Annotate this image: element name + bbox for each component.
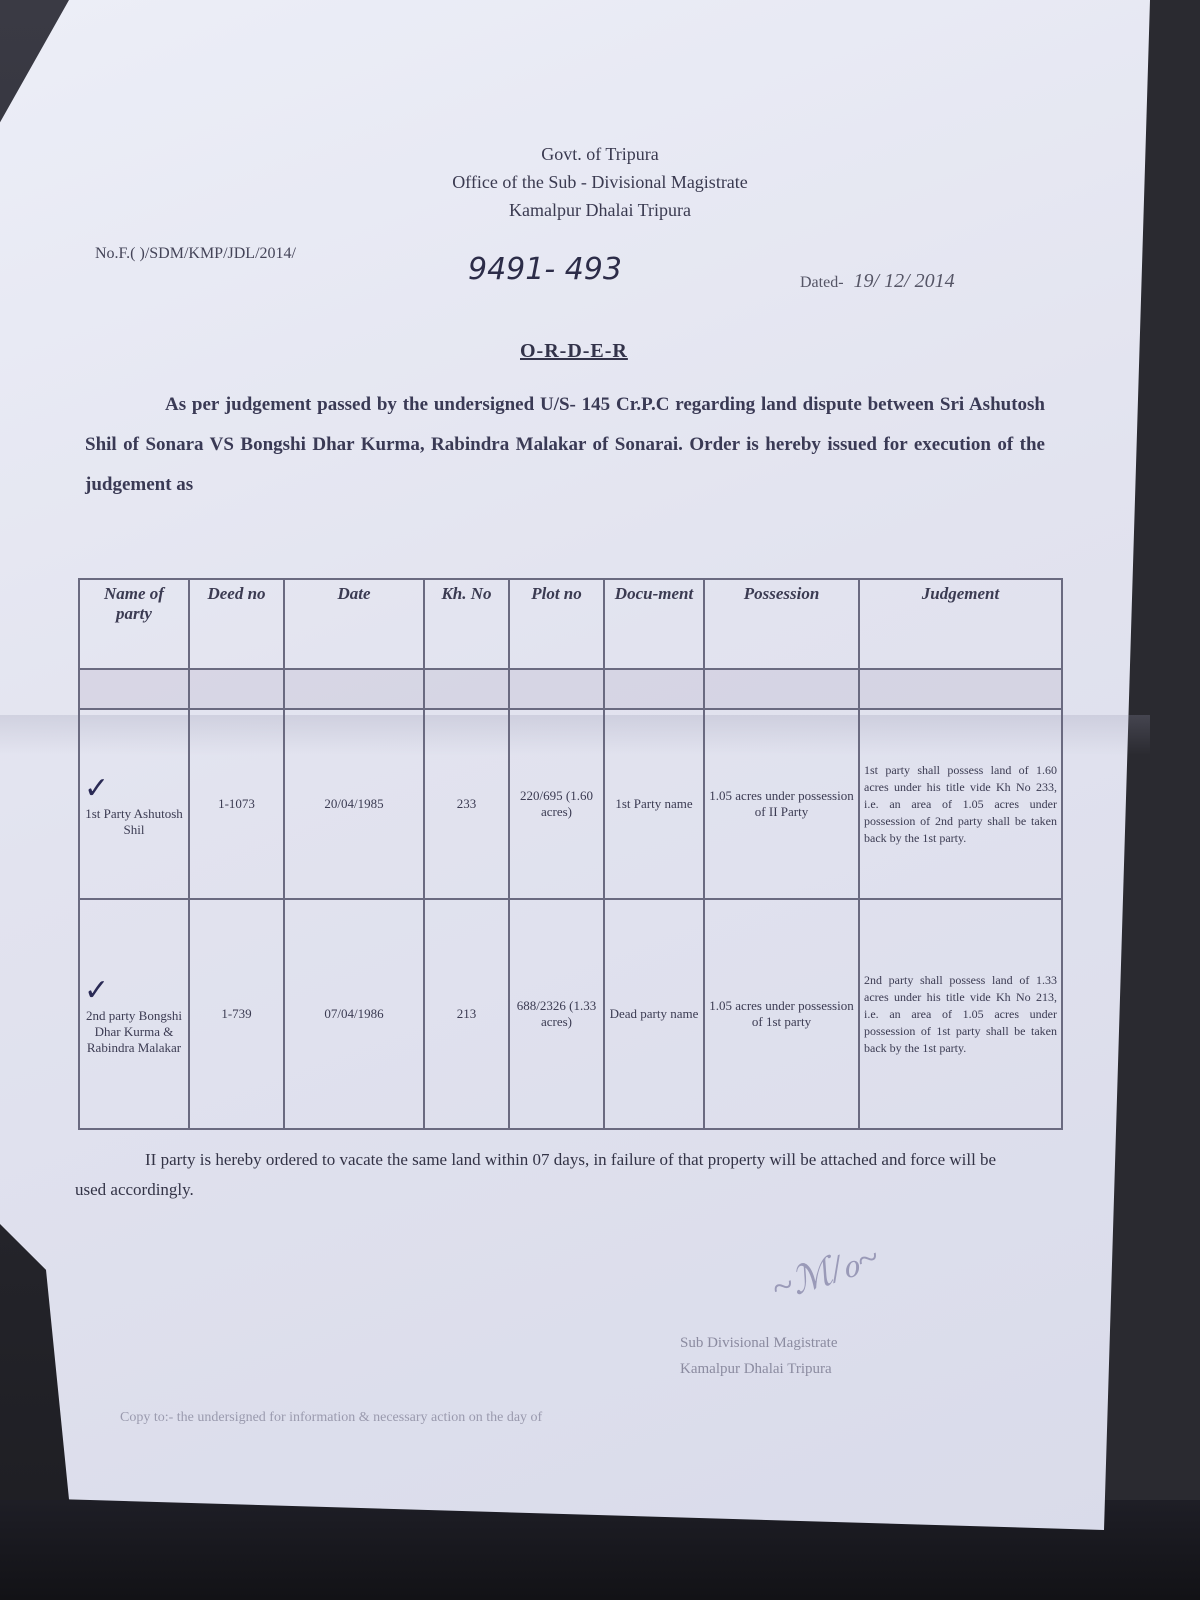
table-row: [79, 899, 1062, 1129]
col-judgement: Judgement: [859, 579, 1062, 669]
cell-judgement: 1st party shall possess land of 1.60 acres under his title vide Kh No 233, i.e. an area of 1.05 acres under possession of 2nd party shall be taken back by the 1st party.: [859, 709, 1062, 899]
table-row: [79, 709, 1062, 899]
reference-number: [95, 245, 296, 263]
header-location: Kamalpur Dhalai Tripura: [509, 200, 691, 220]
cell-kh: 233: [424, 709, 509, 899]
date-value: 19/ 12/ 2014: [853, 270, 955, 292]
cell-party: [79, 709, 189, 899]
reference-printed: No.F.( )/SDM/KMP/JDL/2014/: [95, 245, 296, 262]
header-government: Govt. of Tripura: [541, 144, 659, 164]
party-name: 1st Party Ashutosh Shil: [85, 805, 183, 837]
col-date: Date: [284, 579, 424, 669]
checkmark-icon: ✓: [84, 771, 110, 805]
cell-possession: 1.05 acres under possession of II Party: [704, 709, 859, 899]
spacer-cell: [704, 669, 859, 709]
cell-kh: 213: [424, 899, 509, 1129]
party-name: 2nd party Bongshi Dhar Kurma & Rabindra Malakar: [85, 1007, 183, 1055]
signatory-title: Sub Divisional Magistrate: [680, 1335, 838, 1351]
date-label: Dated-: [800, 274, 844, 291]
col-document: Docu-ment: [604, 579, 704, 669]
signatory-office: Kamalpur Dhalai Tripura: [680, 1361, 832, 1377]
copy-to-footnote: Copy to:- the undersigned for information & necessary action on the day of: [120, 1410, 543, 1425]
col-name-of-party: Name of party: [79, 579, 189, 669]
spacer-cell: [424, 669, 509, 709]
reference-handwritten: 9491- 493: [468, 252, 622, 287]
cell-document: Dead party name: [604, 899, 704, 1129]
cell-judgement: 2nd party shall possess land of 1.33 acres under his title vide Kh No 213, i.e. an area of 1.05 acres under possession of 1st party shall be taken back by the 1st party.: [859, 899, 1062, 1129]
table-spacer-row: [79, 669, 1062, 709]
cell-document: 1st Party name: [604, 709, 704, 899]
cell-date: 20/04/1985: [284, 709, 424, 899]
cell-party: [79, 899, 189, 1129]
signature-block: [680, 1330, 838, 1382]
cell-deed: 1-1073: [189, 709, 284, 899]
spacer-cell: [604, 669, 704, 709]
spacer-cell: [284, 669, 424, 709]
order-date: [800, 270, 955, 293]
col-possession: Possession: [704, 579, 859, 669]
cell-plot: 220/695 (1.60 acres): [509, 709, 604, 899]
spacer-cell: [189, 669, 284, 709]
header-office: Office of the Sub - Divisional Magistrate: [452, 172, 748, 192]
col-plot-no: Plot no: [509, 579, 604, 669]
spacer-cell: [79, 669, 189, 709]
table-header-row: [79, 579, 1062, 669]
order-paragraph: As per judgement passed by the undersigned U/S- 145 Cr.P.C regarding land dispute between Sri Ashutosh Shil of Sonara VS Bongshi Dhar Kurma, Rabindra Malakar of Sonarai. Order is hereby issued for execution of the judgement as: [85, 394, 1045, 495]
spacer-cell: [859, 669, 1062, 709]
col-kh-no: Kh. No: [424, 579, 509, 669]
order-title: O-R-D-E-R: [520, 340, 628, 362]
cell-date: 07/04/1986: [284, 899, 424, 1129]
cell-plot: 688/2326 (1.33 acres): [509, 899, 604, 1129]
cell-deed: 1-739: [189, 899, 284, 1129]
office-header: [300, 140, 900, 224]
handwritten-signature: ~ℳ/ℴ~: [766, 1236, 884, 1310]
judgement-table: [78, 578, 1063, 1130]
cell-possession: 1.05 acres under possession of 1st party: [704, 899, 859, 1129]
checkmark-icon: ✓: [84, 973, 110, 1007]
closing-paragraph: II party is hereby ordered to vacate the same land within 07 days, in failure of that property will be attached and force will be used accordingly.: [75, 1150, 997, 1199]
spacer-cell: [509, 669, 604, 709]
col-deed-no: Deed no: [189, 579, 284, 669]
